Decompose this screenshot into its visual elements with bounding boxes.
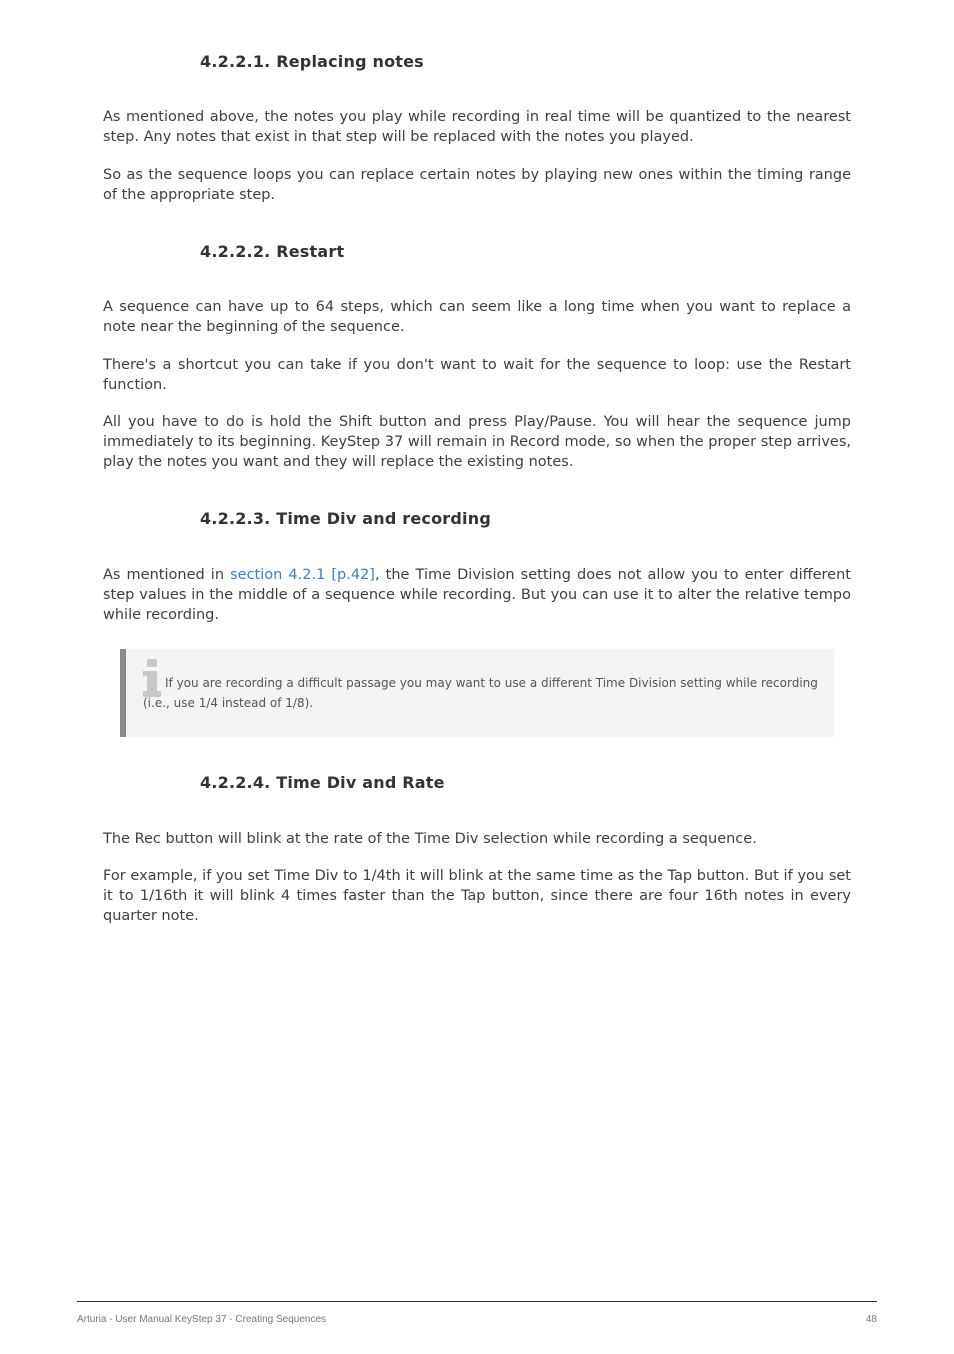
info-note bbox=[120, 649, 834, 737]
paragraph: All you have to do is hold the Shift button and press Play/Pause. You will hear the sequence jump immediately to its beginning. KeyStep 37 will remain in Record mode, so when the proper step arrives, play the notes you want and they will replace the existing notes. bbox=[103, 414, 851, 470]
page-number: 48 bbox=[865, 1314, 877, 1325]
paragraph: A sequence can have up to 64 steps, which can seem like a long time when you want to replace a note near the beginning of the sequence. bbox=[103, 299, 851, 335]
section-heading-time-div-recording: 4.2.2.3. Time Div and recording bbox=[200, 509, 491, 528]
footer-divider bbox=[77, 1301, 877, 1302]
footer-title: Arturia - User Manual KeyStep 37 - Creating Sequences bbox=[77, 1314, 327, 1325]
paragraph: So as the sequence loops you can replace certain notes by playing new ones within the timing range of the appropriate step. bbox=[103, 167, 851, 203]
section-heading-time-div-rate: 4.2.2.4. Time Div and Rate bbox=[200, 773, 445, 792]
paragraph: For example, if you set Time Div to 1/4th it will blink at the same time as the Tap button. But if you set it to 1/16th it will blink 4 times faster than the Tap button, since there are four 16th notes in every quarter note. bbox=[103, 868, 851, 924]
paragraph: As mentioned above, the notes you play while recording in real time will be quantized to the nearest step. Any notes that exist in that step will be replaced with the notes you played. bbox=[103, 109, 851, 145]
paragraph bbox=[103, 565, 851, 625]
paragraph-text: As mentioned in bbox=[103, 567, 231, 583]
section-link[interactable]: section 4.2.1 [p.42] bbox=[230, 567, 375, 583]
section-heading-restart: 4.2.2.2. Restart bbox=[200, 242, 345, 261]
paragraph-text: , the Time Division setting does not allow you to enter different step values in the middle of a sequence while recording. But you can use it to alter the relative tempo while recording. bbox=[103, 567, 851, 623]
paragraph: The Rec button will blink at the rate of the Time Div selection while recording a sequence. bbox=[103, 831, 757, 847]
section-heading-replacing-notes: 4.2.2.1. Replacing notes bbox=[200, 52, 424, 71]
paragraph: There's a shortcut you can take if you don't want to wait for the sequence to loop: use the Restart function. bbox=[103, 357, 851, 393]
note-text: If you are recording a difficult passage you may want to use a different Time Division setting while recording (i.e., use 1/4 instead of 1/8). bbox=[143, 676, 818, 710]
